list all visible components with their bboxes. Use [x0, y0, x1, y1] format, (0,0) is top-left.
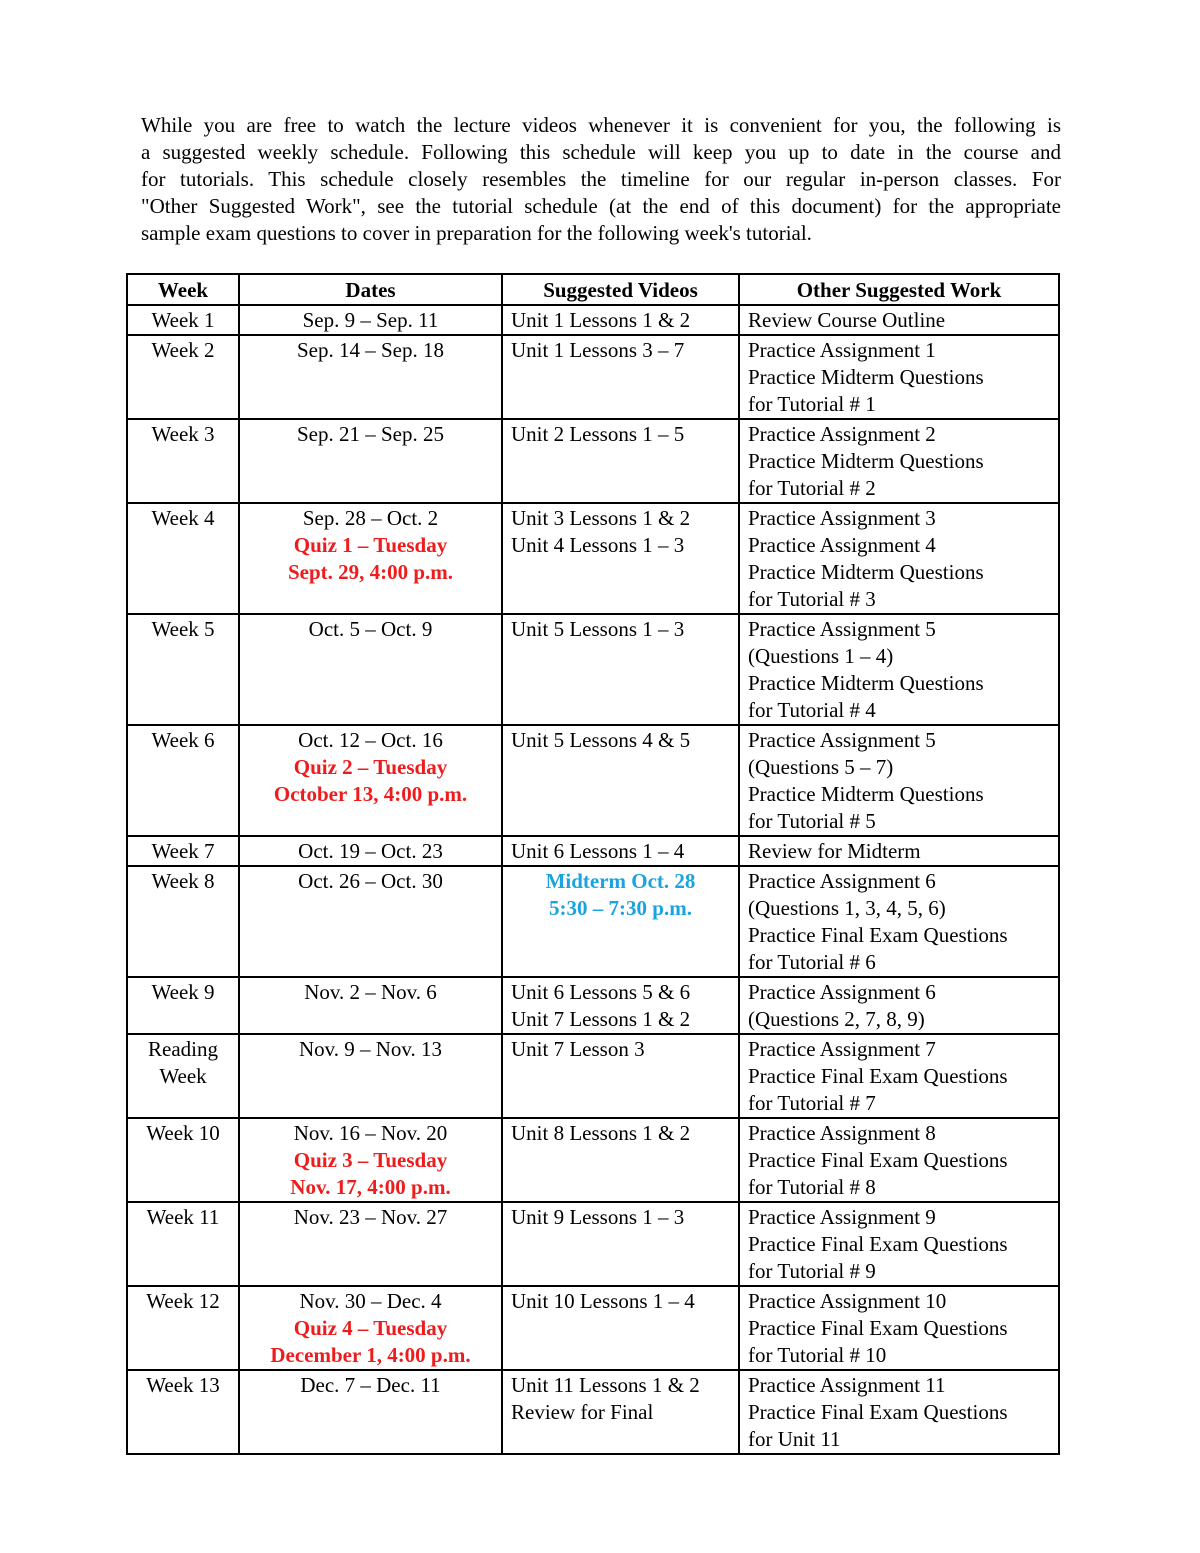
video-item: Unit 9 Lessons 1 – 3: [511, 1205, 685, 1229]
work-item: for Tutorial # 6: [748, 950, 876, 974]
header-dates: Dates: [239, 274, 502, 305]
work-item: Practice Final Exam Questions: [748, 1148, 1008, 1172]
week-cell: [127, 335, 239, 419]
work-item: Practice Midterm Questions: [748, 782, 984, 806]
midterm-notice: Midterm Oct. 28: [545, 869, 696, 893]
week-cell: [127, 1118, 239, 1202]
dates-cell: [239, 503, 502, 614]
work-item: Practice Assignment 5: [748, 728, 936, 752]
schedule-table: [126, 273, 1060, 1455]
videos-cell: [502, 866, 739, 977]
video-item: Review for Final: [511, 1400, 654, 1424]
week-cell: [127, 503, 239, 614]
videos-cell: [502, 1118, 739, 1202]
video-item: Unit 1 Lessons 1 & 2: [511, 308, 691, 332]
work-item: (Questions 2, 7, 8, 9): [748, 1007, 925, 1031]
video-item: Unit 8 Lessons 1 & 2: [511, 1121, 691, 1145]
week-cell: [127, 419, 239, 503]
date-range: Oct. 12 – Oct. 16: [298, 728, 443, 752]
week-cell: [127, 977, 239, 1034]
week-label: Week 10: [146, 1121, 220, 1145]
week-cell: [127, 836, 239, 866]
week-label: Week 2: [151, 338, 215, 362]
quiz-notice: December 1, 4:00 p.m.: [270, 1343, 471, 1367]
work-item: Practice Final Exam Questions: [748, 1232, 1008, 1256]
table-row: [127, 1202, 1059, 1286]
header-suggested-videos: Suggested Videos: [502, 274, 739, 305]
date-range: Dec. 7 – Dec. 11: [300, 1373, 441, 1397]
dates-cell: [239, 866, 502, 977]
work-item: Practice Assignment 2: [748, 422, 936, 446]
videos-cell: [502, 836, 739, 866]
work-item: for Tutorial # 4: [748, 698, 876, 722]
work-cell: [739, 1202, 1059, 1286]
table-header-row: [127, 274, 1059, 305]
work-item: Practice Final Exam Questions: [748, 1400, 1008, 1424]
videos-cell: [502, 1034, 739, 1118]
table-row: [127, 305, 1059, 335]
work-item: Practice Assignment 9: [748, 1205, 936, 1229]
week-cell: [127, 1370, 239, 1454]
dates-cell: [239, 1286, 502, 1370]
week-label: Week 13: [146, 1373, 220, 1397]
week-label: Week 8: [151, 869, 215, 893]
work-item: (Questions 1, 3, 4, 5, 6): [748, 896, 946, 920]
date-range: Nov. 16 – Nov. 20: [293, 1121, 448, 1145]
quiz-notice: Quiz 3 – Tuesday: [293, 1148, 448, 1172]
work-item: (Questions 1 – 4): [748, 644, 894, 668]
dates-cell: [239, 335, 502, 419]
quiz-notice: October 13, 4:00 p.m.: [273, 782, 468, 806]
video-item: Unit 3 Lessons 1 & 2: [511, 506, 691, 530]
quiz-notice: Quiz 2 – Tuesday: [293, 755, 448, 779]
work-cell: [739, 419, 1059, 503]
work-cell: [739, 614, 1059, 725]
week-cell: [127, 305, 239, 335]
work-cell: [739, 503, 1059, 614]
table-row: [127, 1118, 1059, 1202]
work-item: for Tutorial # 9: [748, 1259, 876, 1283]
work-cell: [739, 866, 1059, 977]
week-label: Week 1: [151, 308, 215, 332]
work-item: Practice Assignment 11: [748, 1373, 946, 1397]
week-label: Week 4: [151, 506, 215, 530]
date-range: Sep. 9 – Sep. 11: [302, 308, 439, 332]
videos-cell: [502, 503, 739, 614]
week-cell: [127, 866, 239, 977]
work-item: Practice Midterm Questions: [748, 671, 984, 695]
work-item: Practice Final Exam Questions: [748, 1064, 1008, 1088]
table-row: [127, 335, 1059, 419]
table-row: [127, 1286, 1059, 1370]
date-range: Oct. 5 – Oct. 9: [308, 617, 433, 641]
week-label: Reading: [148, 1037, 218, 1061]
header-week: Week: [127, 274, 239, 305]
week-label: Week 12: [146, 1289, 220, 1313]
dates-cell: [239, 305, 502, 335]
date-range: Oct. 26 – Oct. 30: [298, 869, 443, 893]
date-range: Sep. 21 – Sep. 25: [297, 422, 444, 446]
header-other-suggested-work: Other Suggested Work: [739, 274, 1059, 305]
video-item: Unit 7 Lessons 1 & 2: [511, 1007, 691, 1031]
schedule-body: [127, 305, 1059, 1454]
work-item: Review Course Outline: [748, 308, 946, 332]
intro-line: for tutorials. This schedule closely resembles the timeline for our regular in-person classes. For: [141, 167, 1061, 191]
work-item: Practice Assignment 10: [748, 1289, 947, 1313]
work-item: Review for Midterm: [748, 839, 921, 863]
video-item: Unit 11 Lessons 1 & 2: [511, 1373, 700, 1397]
video-item: Unit 2 Lessons 1 – 5: [511, 422, 685, 446]
work-item: Practice Final Exam Questions: [748, 1316, 1008, 1340]
table-row: [127, 1034, 1059, 1118]
week-cell: [127, 1202, 239, 1286]
week-label: Week 6: [151, 728, 215, 752]
intro-line: a suggested weekly schedule. Following this schedule will keep you up to date in the course and: [141, 140, 1061, 164]
week-cell: [127, 1034, 239, 1118]
table-row: [127, 866, 1059, 977]
videos-cell: [502, 1370, 739, 1454]
videos-cell: [502, 1286, 739, 1370]
work-item: Practice Assignment 5: [748, 617, 936, 641]
date-range: Nov. 9 – Nov. 13: [298, 1037, 443, 1061]
week-cell: [127, 614, 239, 725]
dates-cell: [239, 1202, 502, 1286]
work-cell: [739, 1370, 1059, 1454]
video-item: Unit 4 Lessons 1 – 3: [511, 533, 685, 557]
work-item: Practice Assignment 8: [748, 1121, 936, 1145]
table-row: [127, 977, 1059, 1034]
video-item: Unit 6 Lessons 1 – 4: [511, 839, 685, 863]
intro-line: While you are free to watch the lecture videos whenever it is convenient for you, the following is: [141, 113, 1061, 137]
week-label: Week 5: [151, 617, 215, 641]
dates-cell: [239, 725, 502, 836]
table-row: [127, 614, 1059, 725]
dates-cell: [239, 614, 502, 725]
week-label: Week 9: [151, 980, 215, 1004]
video-item: Unit 5 Lessons 1 – 3: [511, 617, 685, 641]
work-cell: [739, 1034, 1059, 1118]
quiz-notice: Nov. 17, 4:00 p.m.: [290, 1175, 451, 1199]
videos-cell: [502, 1202, 739, 1286]
work-cell: [739, 1286, 1059, 1370]
video-item: Unit 5 Lessons 4 & 5: [511, 728, 691, 752]
midterm-notice: 5:30 – 7:30 p.m.: [549, 896, 692, 920]
work-item: Practice Midterm Questions: [748, 365, 984, 389]
dates-cell: [239, 1034, 502, 1118]
quiz-notice: Sept. 29, 4:00 p.m.: [287, 560, 454, 584]
table-row: [127, 1370, 1059, 1454]
work-item: for Tutorial # 10: [748, 1343, 887, 1367]
week-label: Week 7: [151, 839, 215, 863]
dates-cell: [239, 836, 502, 866]
intro-paragraph: [141, 112, 1061, 247]
work-cell: [739, 305, 1059, 335]
work-item: for Tutorial # 3: [748, 587, 876, 611]
date-range: Oct. 19 – Oct. 23: [298, 839, 443, 863]
work-item: for Tutorial # 5: [748, 809, 876, 833]
week-label: Week 11: [146, 1205, 220, 1229]
dates-cell: [239, 419, 502, 503]
work-item: for Tutorial # 1: [748, 392, 876, 416]
work-cell: [739, 335, 1059, 419]
quiz-notice: Quiz 1 – Tuesday: [293, 533, 448, 557]
work-item: Practice Assignment 6: [748, 869, 936, 893]
week-label: Week: [159, 1064, 207, 1088]
videos-cell: [502, 419, 739, 503]
dates-cell: [239, 977, 502, 1034]
work-item: for Tutorial # 8: [748, 1175, 876, 1199]
work-item: Practice Assignment 1: [748, 338, 936, 362]
work-item: (Questions 5 – 7): [748, 755, 894, 779]
work-item: Practice Midterm Questions: [748, 449, 984, 473]
work-item: for Unit 11: [748, 1427, 841, 1451]
video-item: Unit 6 Lessons 5 & 6: [511, 980, 691, 1004]
table-row: [127, 836, 1059, 866]
work-item: Practice Midterm Questions: [748, 560, 984, 584]
work-item: Practice Assignment 6: [748, 980, 936, 1004]
date-range: Sep. 28 – Oct. 2: [302, 506, 439, 530]
date-range: Nov. 2 – Nov. 6: [304, 980, 437, 1004]
table-row: [127, 419, 1059, 503]
work-cell: [739, 1118, 1059, 1202]
week-cell: [127, 1286, 239, 1370]
week-label: Week 3: [151, 422, 215, 446]
week-cell: [127, 725, 239, 836]
date-range: Sep. 14 – Sep. 18: [297, 338, 444, 362]
dates-cell: [239, 1118, 502, 1202]
video-item: Unit 7 Lesson 3: [511, 1037, 645, 1061]
work-item: Practice Final Exam Questions: [748, 923, 1008, 947]
date-range: Nov. 30 – Dec. 4: [299, 1289, 442, 1313]
table-row: [127, 725, 1059, 836]
work-item: for Tutorial # 2: [748, 476, 876, 500]
work-cell: [739, 977, 1059, 1034]
work-cell: [739, 836, 1059, 866]
videos-cell: [502, 335, 739, 419]
work-cell: [739, 725, 1059, 836]
video-item: Unit 10 Lessons 1 – 4: [511, 1289, 695, 1313]
intro-line: sample exam questions to cover in preparation for the following week's tutorial.: [141, 221, 812, 245]
videos-cell: [502, 977, 739, 1034]
work-item: Practice Assignment 3: [748, 506, 936, 530]
video-item: Unit 1 Lessons 3 – 7: [511, 338, 685, 362]
work-item: for Tutorial # 7: [748, 1091, 876, 1115]
work-item: Practice Assignment 7: [748, 1037, 936, 1061]
videos-cell: [502, 725, 739, 836]
table-row: [127, 503, 1059, 614]
work-item: Practice Assignment 4: [748, 533, 936, 557]
videos-cell: [502, 305, 739, 335]
date-range: Nov. 23 – Nov. 27: [293, 1205, 448, 1229]
dates-cell: [239, 1370, 502, 1454]
videos-cell: [502, 614, 739, 725]
intro-line: "Other Suggested Work", see the tutorial schedule (at the end of this document) for the appropriate: [141, 194, 1061, 218]
quiz-notice: Quiz 4 – Tuesday: [293, 1316, 448, 1340]
